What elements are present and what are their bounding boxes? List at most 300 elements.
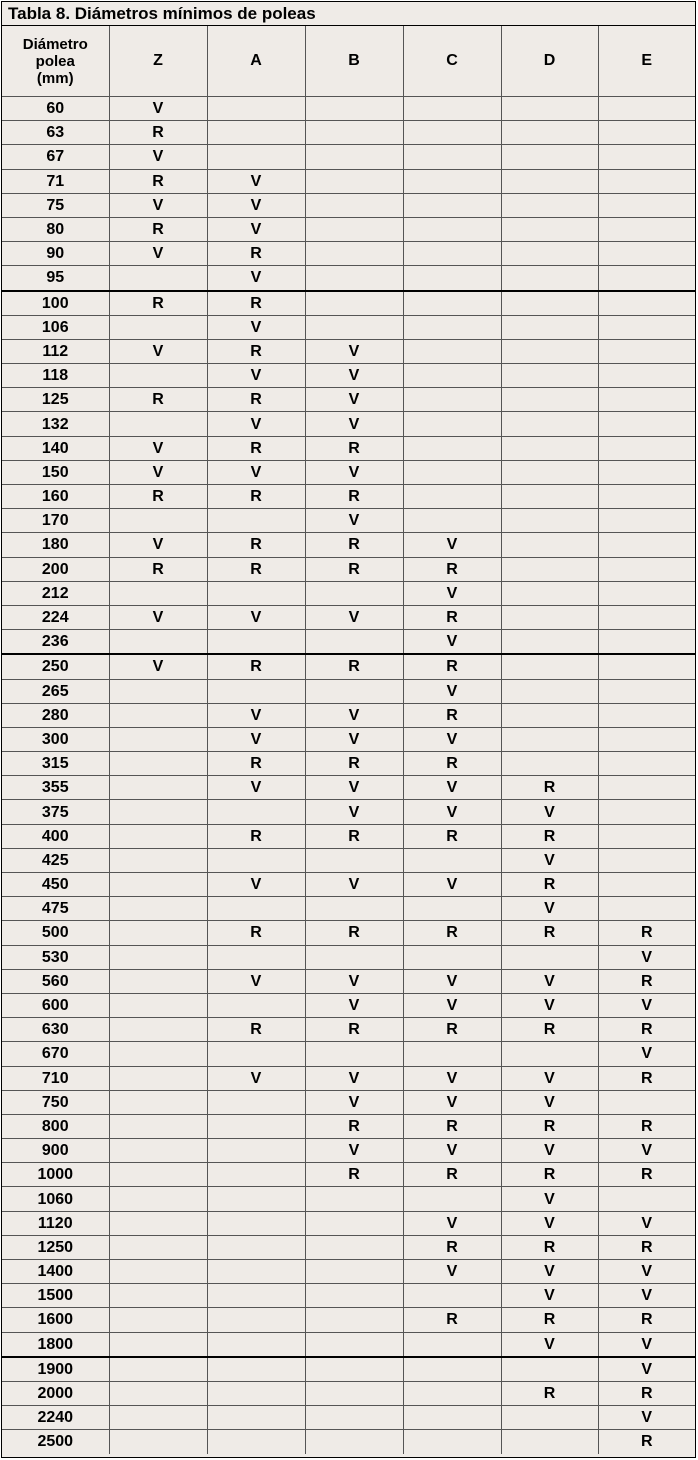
diameter-cell: 425 (2, 848, 109, 872)
cell-e (598, 703, 695, 727)
cell-e (598, 873, 695, 897)
cell-b: V (305, 509, 403, 533)
cell-a (207, 800, 305, 824)
diameter-cell: 900 (2, 1139, 109, 1163)
cell-z (109, 509, 207, 533)
cell-d: V (501, 800, 598, 824)
cell-b (305, 217, 403, 241)
cell-d: V (501, 969, 598, 993)
table-row (2, 848, 695, 872)
header-diameter-line-2: polea (35, 52, 75, 70)
cell-z: V (109, 605, 207, 629)
cell-z (109, 969, 207, 993)
cell-d (501, 1430, 598, 1454)
cell-d: V (501, 1211, 598, 1235)
diameter-cell: 1250 (2, 1235, 109, 1259)
cell-a: V (207, 1066, 305, 1090)
table-row (2, 485, 695, 509)
cell-e (598, 605, 695, 629)
table-row (2, 1381, 695, 1405)
cell-e: V (598, 1284, 695, 1308)
cell-b: R (305, 921, 403, 945)
cell-c (403, 1187, 501, 1211)
header-diameter (2, 26, 109, 97)
cell-c (403, 436, 501, 460)
cell-c: R (403, 752, 501, 776)
cell-b (305, 945, 403, 969)
cell-a: R (207, 1018, 305, 1042)
cell-c (403, 848, 501, 872)
cell-c (403, 1284, 501, 1308)
cell-z: V (109, 145, 207, 169)
cell-d (501, 1357, 598, 1382)
cell-e (598, 145, 695, 169)
cell-e: R (598, 1308, 695, 1332)
cell-c: R (403, 921, 501, 945)
cell-e (598, 193, 695, 217)
cell-z (109, 1357, 207, 1382)
cell-a: R (207, 824, 305, 848)
cell-z (109, 1430, 207, 1454)
table-row (2, 873, 695, 897)
cell-e: V (598, 1357, 695, 1382)
cell-d (501, 315, 598, 339)
cell-c (403, 1381, 501, 1405)
cell-d: V (501, 1139, 598, 1163)
cell-c (403, 460, 501, 484)
cell-e (598, 897, 695, 921)
diameter-cell: 224 (2, 605, 109, 629)
diameter-cell: 80 (2, 217, 109, 241)
cell-z (109, 1381, 207, 1405)
cell-z (109, 824, 207, 848)
table-title: Tabla 8. Diámetros mínimos de poleas (2, 2, 695, 26)
cell-b (305, 97, 403, 121)
cell-z (109, 630, 207, 655)
cell-d: V (501, 848, 598, 872)
cell-a (207, 1139, 305, 1163)
cell-b: V (305, 1139, 403, 1163)
cell-c (403, 1332, 501, 1357)
cell-d (501, 1042, 598, 1066)
table-row (2, 1332, 695, 1357)
cell-a (207, 848, 305, 872)
table-row (2, 1211, 695, 1235)
diameter-cell: 140 (2, 436, 109, 460)
cell-a (207, 1042, 305, 1066)
table-row (2, 752, 695, 776)
diameter-cell: 300 (2, 727, 109, 751)
cell-b (305, 315, 403, 339)
cell-e (598, 412, 695, 436)
cell-z (109, 1332, 207, 1357)
cell-z (109, 727, 207, 751)
cell-d (501, 630, 598, 655)
cell-e: R (598, 1235, 695, 1259)
cell-e (598, 824, 695, 848)
cell-a (207, 1406, 305, 1430)
cell-b: R (305, 654, 403, 679)
cell-z (109, 581, 207, 605)
cell-c: V (403, 776, 501, 800)
cell-c: V (403, 1139, 501, 1163)
cell-a: R (207, 533, 305, 557)
cell-c (403, 945, 501, 969)
cell-c: V (403, 630, 501, 655)
table-row (2, 605, 695, 629)
cell-c (403, 897, 501, 921)
cell-a (207, 1211, 305, 1235)
cell-a: R (207, 242, 305, 266)
cell-d (501, 654, 598, 679)
cell-e (598, 485, 695, 509)
diameter-cell: 212 (2, 581, 109, 605)
cell-c (403, 121, 501, 145)
cell-a: V (207, 364, 305, 388)
diameter-cell: 265 (2, 679, 109, 703)
diameter-cell: 67 (2, 145, 109, 169)
table-row (2, 291, 695, 316)
table-row (2, 388, 695, 412)
diameter-cell: 1400 (2, 1260, 109, 1284)
cell-d: R (501, 776, 598, 800)
cell-c (403, 169, 501, 193)
diameter-cell: 118 (2, 364, 109, 388)
cell-b: V (305, 605, 403, 629)
cell-d: R (501, 921, 598, 945)
cell-a (207, 1235, 305, 1259)
diameter-cell: 170 (2, 509, 109, 533)
diameter-cell: 2500 (2, 1430, 109, 1454)
cell-z (109, 1090, 207, 1114)
diameter-cell: 2240 (2, 1406, 109, 1430)
cell-b (305, 1332, 403, 1357)
cell-b (305, 848, 403, 872)
cell-e (598, 121, 695, 145)
cell-b: V (305, 339, 403, 363)
table-row (2, 242, 695, 266)
cell-b (305, 897, 403, 921)
cell-c (403, 412, 501, 436)
cell-d: R (501, 1018, 598, 1042)
cell-z (109, 1187, 207, 1211)
cell-z (109, 315, 207, 339)
cell-d: V (501, 1187, 598, 1211)
diameter-cell: 1900 (2, 1357, 109, 1382)
cell-e (598, 752, 695, 776)
cell-a (207, 509, 305, 533)
cell-b (305, 193, 403, 217)
cell-b (305, 1235, 403, 1259)
diameter-cell: 125 (2, 388, 109, 412)
cell-a (207, 1381, 305, 1405)
cell-d: V (501, 1260, 598, 1284)
cell-d (501, 727, 598, 751)
cell-a: V (207, 776, 305, 800)
cell-c (403, 1406, 501, 1430)
cell-z (109, 412, 207, 436)
cell-d (501, 485, 598, 509)
cell-b: V (305, 776, 403, 800)
cell-d (501, 121, 598, 145)
cell-e: V (598, 1139, 695, 1163)
table-row (2, 364, 695, 388)
cell-d (501, 679, 598, 703)
cell-c: V (403, 727, 501, 751)
cell-z (109, 1139, 207, 1163)
cell-b: V (305, 460, 403, 484)
cell-c: V (403, 873, 501, 897)
header-col-d: D (501, 26, 598, 97)
cell-a (207, 630, 305, 655)
cell-a: V (207, 266, 305, 291)
cell-z (109, 897, 207, 921)
cell-z: V (109, 193, 207, 217)
cell-c (403, 364, 501, 388)
table-row (2, 800, 695, 824)
diameter-cell: 750 (2, 1090, 109, 1114)
pulley-diameter-table (2, 26, 695, 1454)
cell-c: R (403, 1163, 501, 1187)
header-row (2, 26, 695, 97)
cell-e (598, 388, 695, 412)
cell-a (207, 1260, 305, 1284)
table-row (2, 1235, 695, 1259)
cell-z (109, 679, 207, 703)
cell-b: R (305, 533, 403, 557)
cell-z (109, 266, 207, 291)
cell-z: V (109, 654, 207, 679)
cell-e (598, 291, 695, 316)
cell-z (109, 703, 207, 727)
table-row (2, 969, 695, 993)
cell-a: R (207, 921, 305, 945)
cell-e (598, 848, 695, 872)
cell-c: V (403, 679, 501, 703)
cell-e (598, 679, 695, 703)
table-row (2, 1114, 695, 1138)
cell-c (403, 145, 501, 169)
diameter-cell: 150 (2, 460, 109, 484)
cell-e (598, 800, 695, 824)
cell-e (598, 339, 695, 363)
cell-z: V (109, 242, 207, 266)
cell-z (109, 1114, 207, 1138)
cell-b: R (305, 824, 403, 848)
diameter-cell: 71 (2, 169, 109, 193)
cell-e (598, 169, 695, 193)
table-row (2, 1018, 695, 1042)
cell-z (109, 1308, 207, 1332)
cell-a: V (207, 460, 305, 484)
cell-e: R (598, 1430, 695, 1454)
cell-e (598, 266, 695, 291)
cell-c: V (403, 1211, 501, 1235)
cell-c (403, 1357, 501, 1382)
cell-z: R (109, 485, 207, 509)
cell-d (501, 193, 598, 217)
cell-b: R (305, 1114, 403, 1138)
cell-z: R (109, 169, 207, 193)
cell-c (403, 509, 501, 533)
diameter-cell: 112 (2, 339, 109, 363)
header-diameter-line-3: (mm) (36, 69, 74, 87)
table-row (2, 97, 695, 121)
cell-z (109, 945, 207, 969)
table-row (2, 509, 695, 533)
table-row (2, 921, 695, 945)
cell-e (598, 436, 695, 460)
cell-d (501, 339, 598, 363)
diameter-cell: 2000 (2, 1381, 109, 1405)
table-row (2, 1090, 695, 1114)
table-row (2, 339, 695, 363)
diameter-cell: 800 (2, 1114, 109, 1138)
cell-e: R (598, 1381, 695, 1405)
cell-e (598, 242, 695, 266)
cell-c (403, 97, 501, 121)
cell-z (109, 364, 207, 388)
table-row (2, 1430, 695, 1454)
cell-z (109, 776, 207, 800)
cell-b: V (305, 1066, 403, 1090)
cell-a (207, 1332, 305, 1357)
header-col-b: B (305, 26, 403, 97)
diameter-cell: 132 (2, 412, 109, 436)
cell-d (501, 217, 598, 241)
cell-c: V (403, 993, 501, 1017)
diameter-cell: 1000 (2, 1163, 109, 1187)
cell-z (109, 1042, 207, 1066)
cell-d: R (501, 1114, 598, 1138)
cell-b (305, 1308, 403, 1332)
cell-z (109, 1018, 207, 1042)
cell-a: V (207, 315, 305, 339)
table-row (2, 193, 695, 217)
cell-d (501, 703, 598, 727)
cell-a (207, 1163, 305, 1187)
cell-e (598, 1090, 695, 1114)
cell-b (305, 121, 403, 145)
cell-a (207, 679, 305, 703)
diameter-cell: 500 (2, 921, 109, 945)
cell-a (207, 1187, 305, 1211)
header-col-c: C (403, 26, 501, 97)
diameter-cell: 250 (2, 654, 109, 679)
table-row (2, 557, 695, 581)
cell-c (403, 485, 501, 509)
diameter-cell: 95 (2, 266, 109, 291)
table-row (2, 1260, 695, 1284)
cell-d: R (501, 1235, 598, 1259)
table-row (2, 412, 695, 436)
cell-z (109, 1163, 207, 1187)
cell-c: V (403, 1066, 501, 1090)
cell-c: R (403, 1018, 501, 1042)
cell-e: R (598, 1114, 695, 1138)
cell-e (598, 581, 695, 605)
cell-z (109, 752, 207, 776)
cell-c (403, 1430, 501, 1454)
cell-a: R (207, 291, 305, 316)
cell-e: R (598, 1066, 695, 1090)
table-row (2, 1139, 695, 1163)
cell-d: V (501, 1284, 598, 1308)
cell-a: V (207, 873, 305, 897)
table-row (2, 776, 695, 800)
cell-c: V (403, 969, 501, 993)
cell-a (207, 1114, 305, 1138)
cell-b (305, 1284, 403, 1308)
cell-d (501, 169, 598, 193)
cell-e (598, 364, 695, 388)
cell-a (207, 1284, 305, 1308)
cell-a: R (207, 752, 305, 776)
cell-b (305, 1187, 403, 1211)
cell-a (207, 1357, 305, 1382)
cell-d (501, 388, 598, 412)
table-row (2, 679, 695, 703)
cell-b (305, 266, 403, 291)
cell-d (501, 533, 598, 557)
diameter-cell: 200 (2, 557, 109, 581)
cell-b: R (305, 557, 403, 581)
cell-b: V (305, 1090, 403, 1114)
table-row (2, 266, 695, 291)
cell-d: V (501, 1090, 598, 1114)
cell-b (305, 679, 403, 703)
cell-d: R (501, 1381, 598, 1405)
cell-b (305, 1381, 403, 1405)
cell-e: V (598, 1260, 695, 1284)
cell-b (305, 630, 403, 655)
diameter-cell: 1120 (2, 1211, 109, 1235)
cell-a: V (207, 217, 305, 241)
cell-b: V (305, 412, 403, 436)
cell-z (109, 993, 207, 1017)
cell-c: R (403, 1308, 501, 1332)
cell-b: V (305, 993, 403, 1017)
cell-b (305, 145, 403, 169)
cell-z (109, 921, 207, 945)
cell-d (501, 557, 598, 581)
cell-a: V (207, 727, 305, 751)
table-row (2, 121, 695, 145)
cell-d (501, 1406, 598, 1430)
cell-b (305, 1430, 403, 1454)
table-row (2, 460, 695, 484)
diameter-cell: 236 (2, 630, 109, 655)
cell-b: V (305, 969, 403, 993)
cell-e: V (598, 945, 695, 969)
table-row (2, 1066, 695, 1090)
table-row (2, 824, 695, 848)
cell-c: R (403, 1114, 501, 1138)
cell-d: V (501, 897, 598, 921)
diameter-cell: 355 (2, 776, 109, 800)
table-row (2, 1163, 695, 1187)
cell-d (501, 460, 598, 484)
cell-a: R (207, 339, 305, 363)
cell-b (305, 1357, 403, 1382)
cell-c: V (403, 581, 501, 605)
cell-d: R (501, 824, 598, 848)
cell-e (598, 97, 695, 121)
table-row (2, 436, 695, 460)
table-row (2, 169, 695, 193)
cell-b: V (305, 873, 403, 897)
cell-c: V (403, 1090, 501, 1114)
